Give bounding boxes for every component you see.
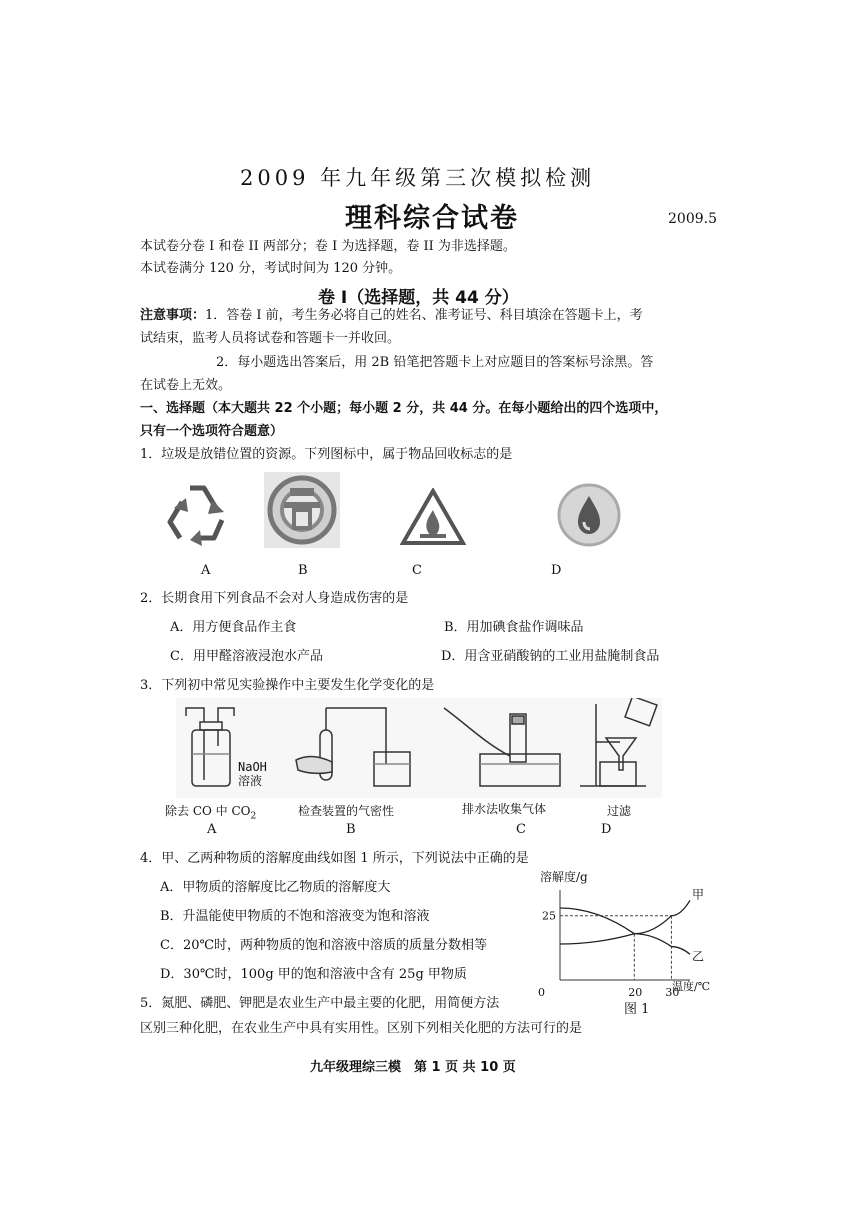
chart-title: 图 1 (624, 1002, 650, 1017)
q3-stem: 3．下列初中常见实验操作中主要发生化学变化的是 (140, 678, 435, 693)
flammable-warning-icon (400, 488, 466, 546)
exam-subtitle: 理科综合试卷 (345, 203, 519, 234)
q5-line-2: 区别三种化肥，在农业生产中具有实用性。区别下列相关化肥的方法可行的是 (140, 1021, 583, 1036)
q2-option-b: B．用加碘食盐作调味品 (444, 620, 584, 635)
q1-label-d: D (551, 563, 562, 578)
notice-item2-b: 在试卷上无效。 (140, 378, 232, 393)
q4-option-d: D．30℃时，100g 甲的饱和溶液中含有 25g 甲物质 (160, 967, 467, 982)
notice-item2-a: 2．每小题选出答案后，用 2B 铅笔把答题卡上对应题目的答案标号涂黑。答 (216, 355, 654, 370)
q4-option-a: A．甲物质的溶解度比乙物质的溶解度大 (160, 880, 391, 895)
q3-caption-d: 过滤 (607, 804, 632, 818)
notice-item1-a: 1．答卷 I 前，考生务必将自己的姓名、准考证号、科目填涂在答题卡上，考 (205, 308, 643, 323)
chart-plot-area (538, 868, 728, 1018)
q3-label-c: C (516, 822, 526, 837)
q4-option-b: B．升温能使甲物质的不饱和溶液变为饱和溶液 (160, 909, 430, 924)
series-label-0: 甲 (692, 887, 705, 902)
q3-label-a: A (207, 822, 217, 837)
q2-option-a: A．用方便食品作主食 (170, 620, 297, 635)
q1-label-c: C (412, 563, 422, 578)
q2-option-d: D．用含亚硝酸钠的工业用盐腌制食品 (441, 649, 660, 664)
part1-line-1: 一、选择题（本大题共 22 个小题；每小题 2 分，共 44 分。在每小题给出的四个选项中， (140, 401, 668, 416)
section-title: 卷 I（选择题，共 44 分） (318, 288, 519, 308)
notice-label: 注意事项： (140, 308, 206, 323)
exam-title: 2009 年九年级第三次模拟检测 (240, 166, 596, 190)
naoh-label: NaOH (238, 760, 267, 774)
part1-line-2: 只有一个选项符合题意） (140, 424, 284, 439)
solution-label: 溶液 (238, 774, 263, 788)
q3-caption-b: 检查装置的气密性 (298, 804, 395, 818)
q3-caption-a-sub: 2 (250, 811, 257, 822)
water-saving-icon (264, 472, 340, 548)
q3-figure-panel (176, 698, 662, 798)
chart-ylabel: 溶解度/g (540, 870, 588, 884)
intro-line-2: 本试卷满分 120 分，考试时间为 120 分钟。 (140, 261, 402, 276)
q2-option-c: C．用甲醛溶液浸泡水产品 (170, 649, 323, 664)
q4-stem: 4．甲、乙两种物质的溶解度曲线如图 1 所示，下列说法中正确的是 (140, 851, 529, 866)
solubility-chart (538, 868, 728, 1018)
notice-line-1 (140, 307, 643, 324)
chart-xlabel: 温度/℃ (672, 980, 711, 993)
exam-date: 2009.5 (668, 211, 717, 227)
series-line-0 (560, 900, 690, 944)
q1-stem: 1．垃圾是放错位置的资源。下列图标中，属于物品回收标志的是 (140, 447, 513, 462)
q3-label-b: B (346, 822, 356, 837)
q1-label-b: B (298, 563, 308, 578)
x-tick-label-1: 20 (628, 986, 643, 999)
x-tick-label-0: 0 (538, 986, 545, 999)
series-label-1: 乙 (692, 949, 705, 964)
q3-label-d: D (601, 822, 612, 837)
q3-caption-c: 排水法收集气体 (462, 802, 547, 816)
x-tick-label-2: 30 (665, 986, 680, 999)
q4-option-c: C．20℃时，两种物质的饱和溶液中溶质的质量分数相等 (160, 938, 488, 953)
recycle-icon (160, 478, 242, 548)
water-drop-icon (556, 482, 622, 548)
q2-stem: 2．长期食用下列食品不会对人身造成伤害的是 (140, 591, 409, 606)
series-line-1 (560, 908, 690, 954)
intro-line-1: 本试卷分卷 I 和卷 II 两部分；卷 I 为选择题，卷 II 为非选择题。 (140, 239, 516, 254)
y-tick-label-0: 25 (542, 909, 556, 923)
notice-item1-b: 试结束，监考人员将试卷和答题卡一并收回。 (140, 331, 401, 346)
q3-caption-a (165, 802, 256, 821)
q1-label-a: A (201, 563, 211, 578)
q5-line-1: 5．氮肥、磷肥、钾肥是农业生产中最主要的化肥，用简便方法 (140, 996, 500, 1011)
page-footer: 九年级理综三模 第 1 页 共 10 页 (310, 1060, 516, 1075)
q3-caption-a-text: 除去 CO 中 CO (165, 804, 251, 818)
